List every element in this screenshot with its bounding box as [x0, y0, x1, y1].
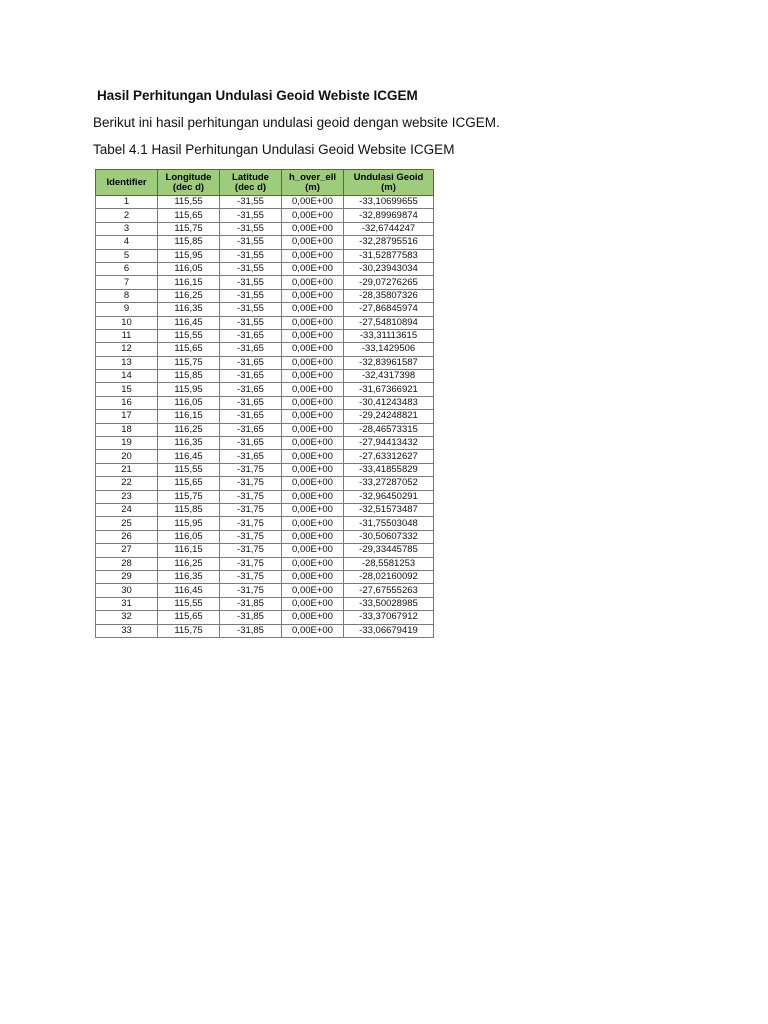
table-row: [96, 370, 434, 383]
cell-undulasi-geoid: -29,07276265: [344, 276, 434, 289]
page-heading: Hasil Perhitungan Undulasi Geoid Webiste ICGEM: [97, 88, 418, 103]
cell-latitude: -31,65: [220, 343, 282, 356]
cell-latitude: -31,75: [220, 557, 282, 570]
cell-h-over-ell: 0,00E+00: [282, 303, 344, 316]
cell-latitude: -31,75: [220, 477, 282, 490]
cell-longitude: 116,05: [158, 396, 220, 409]
cell-h-over-ell: 0,00E+00: [282, 383, 344, 396]
cell-h-over-ell: 0,00E+00: [282, 222, 344, 235]
table-caption: Tabel 4.1 Hasil Perhitungan Undulasi Geoid Website ICGEM: [93, 142, 455, 157]
cell-latitude: -31,55: [220, 316, 282, 329]
cell-identifier: 25: [96, 517, 158, 530]
cell-identifier: 31: [96, 597, 158, 610]
cell-longitude: 115,95: [158, 249, 220, 262]
cell-undulasi-geoid: -33,50028985: [344, 597, 434, 610]
table-row: [96, 437, 434, 450]
cell-h-over-ell: 0,00E+00: [282, 530, 344, 543]
cell-undulasi-geoid: -32,51573487: [344, 503, 434, 516]
cell-latitude: -31,55: [220, 196, 282, 209]
cell-h-over-ell: 0,00E+00: [282, 463, 344, 476]
cell-h-over-ell: 0,00E+00: [282, 624, 344, 637]
table-row: [96, 570, 434, 583]
cell-identifier: 15: [96, 383, 158, 396]
cell-longitude: 115,95: [158, 383, 220, 396]
header-undulasi-geoid: Undulasi Geoid (m): [344, 170, 434, 196]
cell-undulasi-geoid: -32,83961587: [344, 356, 434, 369]
cell-identifier: 29: [96, 570, 158, 583]
cell-longitude: 116,45: [158, 584, 220, 597]
table-row: [96, 222, 434, 235]
cell-identifier: 8: [96, 289, 158, 302]
cell-undulasi-geoid: -33,37067912: [344, 611, 434, 624]
cell-undulasi-geoid: -33,06679419: [344, 624, 434, 637]
cell-h-over-ell: 0,00E+00: [282, 490, 344, 503]
cell-identifier: 6: [96, 262, 158, 275]
header-latitude: Latitude (dec d): [220, 170, 282, 196]
cell-longitude: 116,25: [158, 289, 220, 302]
cell-h-over-ell: 0,00E+00: [282, 356, 344, 369]
cell-latitude: -31,75: [220, 517, 282, 530]
cell-h-over-ell: 0,00E+00: [282, 437, 344, 450]
cell-h-over-ell: 0,00E+00: [282, 396, 344, 409]
table-row: [96, 503, 434, 516]
header-row: [96, 170, 434, 196]
cell-latitude: -31,65: [220, 423, 282, 436]
table-row: [96, 383, 434, 396]
cell-longitude: 115,55: [158, 196, 220, 209]
cell-h-over-ell: 0,00E+00: [282, 544, 344, 557]
table-row: [96, 624, 434, 637]
table-row: [96, 396, 434, 409]
cell-undulasi-geoid: -32,4317398: [344, 370, 434, 383]
cell-identifier: 5: [96, 249, 158, 262]
cell-longitude: 115,55: [158, 329, 220, 342]
cell-undulasi-geoid: -27,86845974: [344, 303, 434, 316]
cell-identifier: 23: [96, 490, 158, 503]
cell-h-over-ell: 0,00E+00: [282, 611, 344, 624]
cell-h-over-ell: 0,00E+00: [282, 329, 344, 342]
cell-h-over-ell: 0,00E+00: [282, 343, 344, 356]
table-row: [96, 530, 434, 543]
cell-undulasi-geoid: -33,41855829: [344, 463, 434, 476]
cell-latitude: -31,75: [220, 584, 282, 597]
cell-identifier: 17: [96, 410, 158, 423]
cell-undulasi-geoid: -32,96450291: [344, 490, 434, 503]
header-h-over-ell: h_over_ell (m): [282, 170, 344, 196]
cell-latitude: -31,75: [220, 490, 282, 503]
cell-longitude: 116,45: [158, 450, 220, 463]
cell-latitude: -31,75: [220, 463, 282, 476]
cell-latitude: -31,55: [220, 249, 282, 262]
table-row: [96, 329, 434, 342]
cell-undulasi-geoid: -31,75503048: [344, 517, 434, 530]
cell-latitude: -31,65: [220, 329, 282, 342]
table-row: [96, 477, 434, 490]
cell-latitude: -31,65: [220, 356, 282, 369]
cell-undulasi-geoid: -33,27287052: [344, 477, 434, 490]
cell-identifier: 13: [96, 356, 158, 369]
cell-longitude: 116,35: [158, 303, 220, 316]
cell-undulasi-geoid: -28,02160092: [344, 570, 434, 583]
cell-h-over-ell: 0,00E+00: [282, 370, 344, 383]
table-row: [96, 343, 434, 356]
cell-undulasi-geoid: -28,5581253: [344, 557, 434, 570]
table-header: [96, 170, 434, 196]
cell-identifier: 24: [96, 503, 158, 516]
cell-latitude: -31,55: [220, 262, 282, 275]
table-row: [96, 356, 434, 369]
cell-identifier: 2: [96, 209, 158, 222]
cell-undulasi-geoid: -27,67555263: [344, 584, 434, 597]
cell-h-over-ell: 0,00E+00: [282, 209, 344, 222]
cell-longitude: 115,85: [158, 503, 220, 516]
cell-latitude: -31,85: [220, 624, 282, 637]
cell-undulasi-geoid: -27,63312627: [344, 450, 434, 463]
cell-latitude: -31,85: [220, 611, 282, 624]
cell-undulasi-geoid: -32,89969874: [344, 209, 434, 222]
cell-identifier: 21: [96, 463, 158, 476]
cell-longitude: 116,35: [158, 570, 220, 583]
table-row: [96, 544, 434, 557]
cell-identifier: 28: [96, 557, 158, 570]
cell-h-over-ell: 0,00E+00: [282, 249, 344, 262]
table-row: [96, 196, 434, 209]
cell-h-over-ell: 0,00E+00: [282, 450, 344, 463]
cell-undulasi-geoid: -27,94413432: [344, 437, 434, 450]
cell-latitude: -31,55: [220, 236, 282, 249]
table-row: [96, 450, 434, 463]
header-identifier: Identifier: [96, 170, 158, 196]
cell-identifier: 7: [96, 276, 158, 289]
cell-longitude: 115,85: [158, 370, 220, 383]
cell-identifier: 11: [96, 329, 158, 342]
cell-undulasi-geoid: -29,24248821: [344, 410, 434, 423]
cell-longitude: 115,75: [158, 222, 220, 235]
cell-longitude: 116,25: [158, 557, 220, 570]
cell-h-over-ell: 0,00E+00: [282, 423, 344, 436]
cell-h-over-ell: 0,00E+00: [282, 289, 344, 302]
cell-identifier: 4: [96, 236, 158, 249]
table-row: [96, 236, 434, 249]
cell-undulasi-geoid: -33,1429506: [344, 343, 434, 356]
cell-h-over-ell: 0,00E+00: [282, 196, 344, 209]
cell-h-over-ell: 0,00E+00: [282, 503, 344, 516]
cell-longitude: 116,15: [158, 410, 220, 423]
table-row: [96, 303, 434, 316]
cell-identifier: 20: [96, 450, 158, 463]
cell-identifier: 22: [96, 477, 158, 490]
cell-latitude: -31,65: [220, 383, 282, 396]
cell-latitude: -31,55: [220, 209, 282, 222]
cell-undulasi-geoid: -33,31113615: [344, 329, 434, 342]
intro-paragraph: Berikut ini hasil perhitungan undulasi geoid dengan website ICGEM.: [93, 115, 500, 130]
cell-latitude: -31,75: [220, 570, 282, 583]
cell-h-over-ell: 0,00E+00: [282, 276, 344, 289]
table-body: [96, 196, 434, 638]
cell-undulasi-geoid: -28,46573315: [344, 423, 434, 436]
cell-h-over-ell: 0,00E+00: [282, 262, 344, 275]
cell-h-over-ell: 0,00E+00: [282, 597, 344, 610]
cell-h-over-ell: 0,00E+00: [282, 316, 344, 329]
cell-identifier: 10: [96, 316, 158, 329]
cell-latitude: -31,55: [220, 276, 282, 289]
cell-longitude: 115,75: [158, 624, 220, 637]
table-row: [96, 463, 434, 476]
cell-latitude: -31,65: [220, 437, 282, 450]
header-longitude: Longitude (dec d): [158, 170, 220, 196]
table-row: [96, 209, 434, 222]
cell-identifier: 19: [96, 437, 158, 450]
cell-undulasi-geoid: -29,33445785: [344, 544, 434, 557]
cell-undulasi-geoid: -30,41243483: [344, 396, 434, 409]
geoid-undulation-table: [95, 169, 434, 638]
cell-latitude: -31,75: [220, 544, 282, 557]
cell-undulasi-geoid: -32,28795516: [344, 236, 434, 249]
cell-longitude: 116,15: [158, 276, 220, 289]
table-row: [96, 249, 434, 262]
cell-latitude: -31,65: [220, 450, 282, 463]
cell-h-over-ell: 0,00E+00: [282, 477, 344, 490]
cell-identifier: 33: [96, 624, 158, 637]
cell-undulasi-geoid: -30,23943034: [344, 262, 434, 275]
cell-longitude: 115,65: [158, 477, 220, 490]
cell-longitude: 115,75: [158, 490, 220, 503]
cell-longitude: 115,75: [158, 356, 220, 369]
cell-longitude: 116,15: [158, 544, 220, 557]
cell-longitude: 115,65: [158, 611, 220, 624]
cell-longitude: 115,55: [158, 597, 220, 610]
cell-latitude: -31,65: [220, 370, 282, 383]
cell-identifier: 27: [96, 544, 158, 557]
cell-identifier: 18: [96, 423, 158, 436]
cell-undulasi-geoid: -32,6744247: [344, 222, 434, 235]
cell-longitude: 115,95: [158, 517, 220, 530]
cell-undulasi-geoid: -28,35807326: [344, 289, 434, 302]
cell-identifier: 1: [96, 196, 158, 209]
cell-longitude: 115,65: [158, 343, 220, 356]
cell-undulasi-geoid: -30,50607332: [344, 530, 434, 543]
cell-longitude: 116,05: [158, 530, 220, 543]
cell-latitude: -31,55: [220, 289, 282, 302]
table-row: [96, 584, 434, 597]
cell-h-over-ell: 0,00E+00: [282, 517, 344, 530]
cell-latitude: -31,65: [220, 396, 282, 409]
cell-longitude: 116,35: [158, 437, 220, 450]
cell-h-over-ell: 0,00E+00: [282, 557, 344, 570]
cell-longitude: 116,45: [158, 316, 220, 329]
table-row: [96, 276, 434, 289]
table-row: [96, 597, 434, 610]
table-row: [96, 517, 434, 530]
cell-h-over-ell: 0,00E+00: [282, 584, 344, 597]
table-row: [96, 410, 434, 423]
cell-identifier: 16: [96, 396, 158, 409]
cell-identifier: 9: [96, 303, 158, 316]
cell-identifier: 14: [96, 370, 158, 383]
cell-longitude: 115,85: [158, 236, 220, 249]
cell-latitude: -31,55: [220, 222, 282, 235]
cell-latitude: -31,65: [220, 410, 282, 423]
cell-identifier: 32: [96, 611, 158, 624]
cell-latitude: -31,75: [220, 503, 282, 516]
cell-identifier: 30: [96, 584, 158, 597]
cell-h-over-ell: 0,00E+00: [282, 236, 344, 249]
cell-identifier: 12: [96, 343, 158, 356]
cell-undulasi-geoid: -31,52877583: [344, 249, 434, 262]
cell-longitude: 116,25: [158, 423, 220, 436]
table-row: [96, 557, 434, 570]
cell-h-over-ell: 0,00E+00: [282, 570, 344, 583]
table-row: [96, 490, 434, 503]
cell-latitude: -31,55: [220, 303, 282, 316]
cell-identifier: 3: [96, 222, 158, 235]
cell-identifier: 26: [96, 530, 158, 543]
cell-latitude: -31,75: [220, 530, 282, 543]
cell-longitude: 115,65: [158, 209, 220, 222]
cell-h-over-ell: 0,00E+00: [282, 410, 344, 423]
table-row: [96, 316, 434, 329]
cell-longitude: 115,55: [158, 463, 220, 476]
cell-undulasi-geoid: -27,54810894: [344, 316, 434, 329]
table-row: [96, 289, 434, 302]
cell-latitude: -31,85: [220, 597, 282, 610]
table-row: [96, 262, 434, 275]
cell-longitude: 116,05: [158, 262, 220, 275]
table-row: [96, 611, 434, 624]
table-row: [96, 423, 434, 436]
cell-undulasi-geoid: -31,67366921: [344, 383, 434, 396]
cell-undulasi-geoid: -33,10699655: [344, 196, 434, 209]
